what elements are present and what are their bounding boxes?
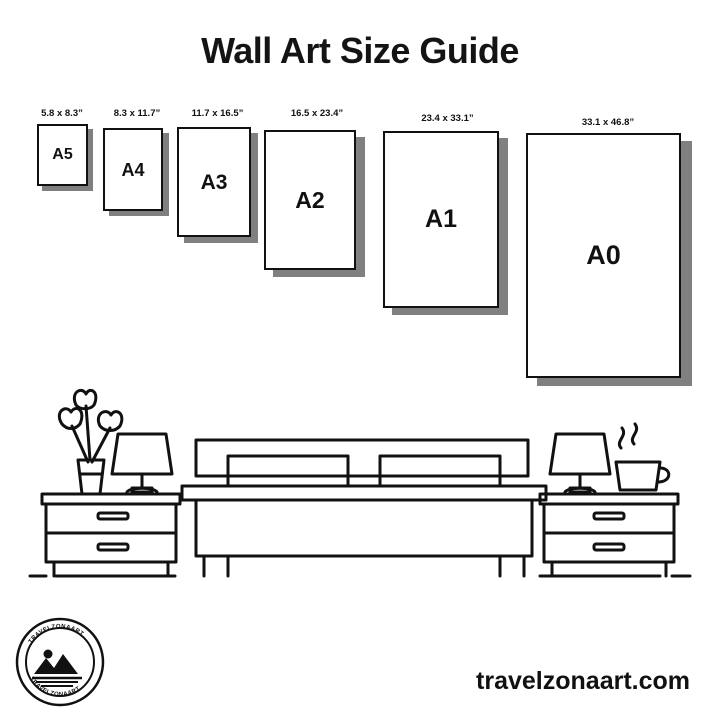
bedroom-scene — [0, 380, 720, 600]
vase-with-flowers — [59, 390, 122, 494]
footer — [0, 610, 720, 720]
frame-dimension-a3: 11.7 x 16.5” — [191, 108, 244, 119]
frame-label-a2: A2 — [295, 186, 325, 213]
frame-label-a0: A0 — [586, 240, 621, 270]
frame-size-row — [0, 108, 720, 398]
frame-dimension-a1: 23.4 x 33.1” — [421, 113, 474, 124]
coffee-cup — [610, 424, 669, 494]
frame-a3[interactable] — [177, 127, 251, 237]
frame-a2[interactable] — [264, 130, 356, 270]
frame-group-a3 — [170, 108, 265, 243]
frame-group-a0 — [518, 108, 698, 393]
page-title: Wall Art Size Guide — [201, 30, 519, 71]
frame-dimension-a4: 8.3 x 11.7” — [113, 108, 161, 119]
frame-dimension-a2: 16.5 x 23.4” — [290, 108, 344, 119]
logo-arc-text-bottom: TRAVELZONAART — [28, 676, 82, 699]
logo-arc-text-top: TRAVELZONAART — [27, 623, 85, 645]
frame-group-a4 — [98, 108, 176, 213]
right-table-lamp — [550, 434, 610, 494]
left-nightstand — [42, 494, 180, 576]
frame-group-a5 — [33, 108, 91, 188]
website-url[interactable]: travelzonaart.com — [476, 667, 690, 695]
bed — [182, 440, 546, 576]
frame-a4[interactable] — [103, 128, 163, 211]
frame-group-a1 — [375, 108, 520, 318]
right-nightstand — [540, 494, 678, 576]
frame-a0[interactable] — [526, 133, 681, 378]
frame-dimension-a5: 5.8 x 8.3” — [41, 108, 83, 119]
frame-dimension-a0: 33.1 x 46.8” — [581, 117, 635, 128]
frame-label-a5: A5 — [52, 146, 73, 163]
frame-group-a2 — [258, 108, 376, 278]
frame-label-a3: A3 — [200, 170, 228, 194]
frame-label-a1: A1 — [425, 205, 457, 233]
brand-logo — [14, 616, 106, 708]
frame-a1[interactable] — [383, 131, 499, 308]
frame-label-a4: A4 — [121, 159, 145, 180]
left-table-lamp — [112, 434, 172, 494]
frame-a5[interactable] — [37, 124, 88, 186]
